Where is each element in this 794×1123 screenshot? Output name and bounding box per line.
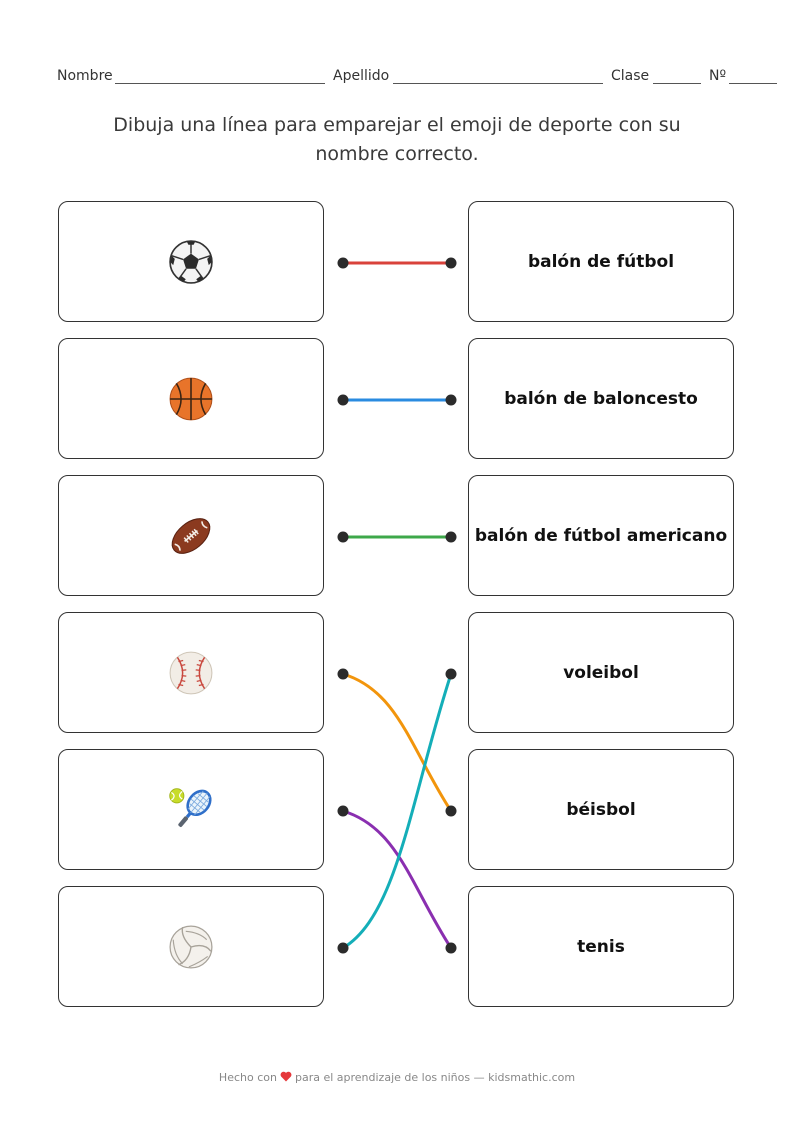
right-connector-dot-2[interactable]: [446, 395, 457, 406]
word-label: balón de baloncesto: [504, 388, 698, 409]
left-connector-dot-5[interactable]: [338, 806, 349, 817]
left-connector-dot-4[interactable]: [338, 669, 349, 680]
word-label: balón de fútbol: [527, 251, 675, 272]
right-connector-dot-1[interactable]: [446, 258, 457, 269]
right-connector-dot-6[interactable]: [446, 943, 457, 954]
numero-label: Nº: [709, 68, 727, 84]
left-connector-dot-2[interactable]: [338, 395, 349, 406]
right-connector-dot-4[interactable]: [446, 669, 457, 680]
footer: [0, 1071, 794, 1085]
right-connector-dot-5[interactable]: [446, 806, 457, 817]
word-label: béisbol: [566, 799, 636, 820]
match-line-5: [343, 811, 451, 948]
match-line-4: [343, 674, 451, 811]
apellido-label: Apellido: [333, 68, 390, 84]
right-connector-dot-3[interactable]: [446, 532, 457, 543]
left-connector-dot-3[interactable]: [338, 532, 349, 543]
word-label: tenis: [577, 936, 625, 957]
word-label: balón de fútbol americano: [474, 525, 728, 546]
word-label: voleibol: [563, 662, 639, 683]
nombre-label: Nombre: [57, 68, 113, 84]
left-connector-dot-6[interactable]: [338, 943, 349, 954]
instructions-text: Dibuja una línea para emparejar el emoji de deporte con su nombre correcto.: [113, 114, 681, 165]
footer-text-after: para el aprendizaje de los niños — kidsmathic.com: [294, 1071, 576, 1084]
left-connector-dot-1[interactable]: [338, 258, 349, 269]
clase-label: Clase: [611, 68, 650, 84]
footer-text-before: Hecho con: [218, 1071, 277, 1084]
heart-icon: [280, 1071, 292, 1085]
